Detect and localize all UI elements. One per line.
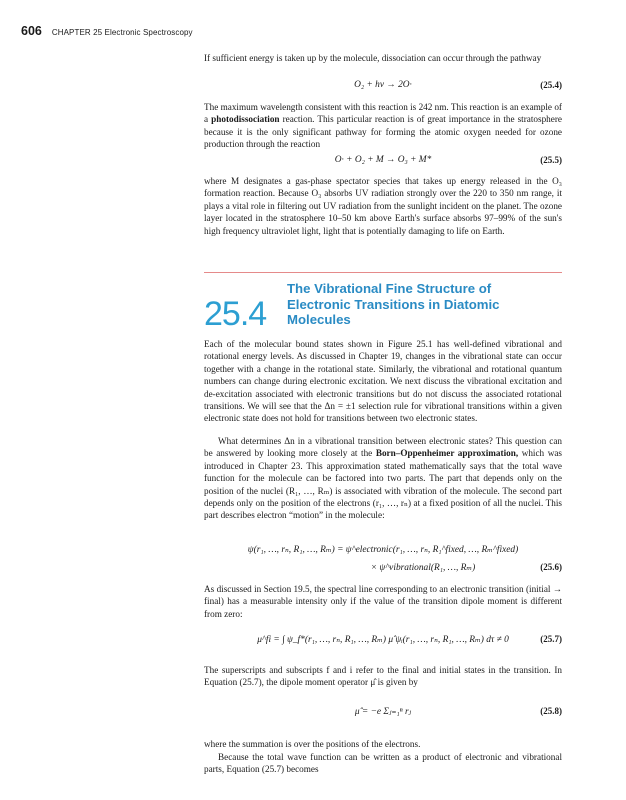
section-title: The Vibrational Fine Structure of Electronic Transitions in Diatomic Molecules bbox=[287, 281, 500, 327]
paragraph-photodissociation bbox=[204, 101, 562, 151]
equation-expression: O₂ + hν → 2O· bbox=[354, 80, 412, 90]
equation-25-6-line1 bbox=[204, 544, 562, 558]
paragraph-transition-dipole: As discussed in Section 19.5, the spectral line corresponding to an electronic transition (initial → final) has a measurable intensity only if the value of the transition dipole moment is different from zero: bbox=[204, 584, 562, 619]
page-header bbox=[21, 24, 193, 40]
equation-25-5 bbox=[204, 155, 562, 169]
equation-number: (25.5) bbox=[540, 155, 562, 165]
equation-25-7 bbox=[204, 634, 562, 648]
text-span: which was introduced in Chapter 23. This approximation stated mathematically says that the total wave function for the molecule can be factored into two parts. The part that depends only on the position of the nuclei (R₁, …, Rₘ) is associated with vibration of the molecule. The second part depends only on the position of the electrons (r₁, …, rₙ) at a fixed position of all the nuclei. This part describes electron “motion” in the molecule: bbox=[204, 448, 562, 521]
equation-expression: O· + O₂ + M → O₃ + M* bbox=[334, 155, 432, 165]
equation-number: (25.7) bbox=[540, 634, 562, 644]
paragraph-vibrational-levels: Each of the molecular bound states shown in Figure 25.1 has well-defined vibrational and rotational energy levels. As discussed in Chapter 19, changes in the vibrational state can occur together with a change in the rotational state. Similarly, the vibrational and rotational quantum numbers can change during electronic excitation. We next discuss the vibrational excitation and de-excitation associated with electronic transitions but do not discuss the associated rotational transitions. We will see that the Δn = ±1 selection rule for vibrational transitions within a given electronic state does not hold for transitions between two electronic states. bbox=[204, 339, 562, 424]
paragraph-ozone: where M designates a gas-phase spectator species that takes up energy released in the O₃ formation reaction. Because O₃ absorbs UV radiation strongly over the 220 to 350 nm range, it plays a vital role in filtering out UV radiation from the sunlight incident on the planet. The ozone layer located in the stratosphere 10–50 km above Earth's surface absorbs 97–99% of the sun's high frequency ultraviolet light, light that is potentially damaging to life on Earth. bbox=[204, 176, 562, 236]
equation-25-6-line2 bbox=[204, 562, 562, 576]
equation-expression: μ̂ = −e Σⱼ₌₁ⁿ rⱼ bbox=[354, 707, 412, 717]
equation-number: (25.8) bbox=[540, 706, 562, 716]
text-span: What determines Δn in a vibrational transition between electronic states? This question can be answered by looking more closely at the bbox=[204, 436, 562, 459]
equation-number: (25.4) bbox=[540, 80, 562, 90]
chapter-title: CHAPTER 25 Electronic Spectroscopy bbox=[51, 28, 193, 37]
bold-term: Born–Oppenheimer approximation, bbox=[375, 448, 519, 459]
text-span: reaction. This particular reaction is of great importance in the stratosphere because it is the only significant pathway for forming the atomic oxygen needed for ozone production through the reaction bbox=[204, 114, 562, 150]
bold-term: photodissociation bbox=[211, 114, 280, 125]
section-divider bbox=[204, 272, 562, 273]
paragraph-summation: where the summation is over the positions of the electrons. bbox=[204, 739, 421, 749]
equation-25-4 bbox=[204, 80, 562, 94]
equation-expression: μ^fi = ∫ ψ_f*(r₁, …, rₙ, R₁, …, Rₘ) μ̂ ψᵢ(r₁, …, rₙ, R₁, …, Rₘ) dτ ≠ 0 bbox=[257, 635, 509, 645]
equation-25-8 bbox=[204, 706, 562, 720]
equation-expression: ψ(r₁, …, rₙ, R₁, …, Rₘ) = ψ^electronic(r₁, …, rₙ, R₁^fixed, …, Rₘ^fixed) bbox=[247, 545, 519, 555]
page-number: 606 bbox=[21, 24, 42, 38]
paragraph-dipole-operator: The superscripts and subscripts f and i refer to the final and initial states in the transition. In Equation (25.7), the dipole moment operator μ̂ is given by bbox=[204, 665, 562, 688]
paragraph-born-oppenheimer bbox=[204, 435, 562, 522]
text-span: The maximum wavelength consistent with this reaction is 242 nm. This reaction is an example of a bbox=[204, 102, 562, 125]
section-number: 25.4 bbox=[204, 295, 267, 333]
equation-expression: × ψ^vibrational(R₁, …, Rₘ) bbox=[370, 563, 476, 573]
paragraph-intro: If sufficient energy is taken up by the molecule, dissociation can occur through the pathway bbox=[204, 53, 542, 63]
equation-number: (25.6) bbox=[540, 562, 562, 572]
paragraph-product-form: Because the total wave function can be written as a product of electronic and vibrational parts, Equation (25.7) becomes bbox=[204, 752, 562, 775]
